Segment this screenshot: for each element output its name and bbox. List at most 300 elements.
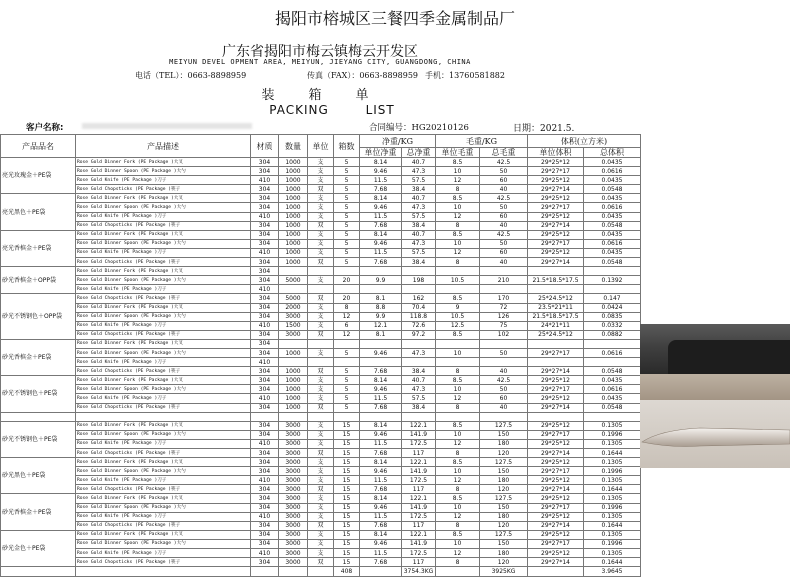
product-description: Rose Gold Dinner Spoon (PE Package )大勺 [76,503,251,512]
table-cell: 410 [251,248,279,257]
product-group-name: 亮光黑色＋PE袋 [1,194,76,230]
table-cell: 29*27*14 [528,485,584,494]
table-cell [279,339,308,348]
table-cell: 172.5 [402,476,436,485]
table-cell: 60 [480,212,528,221]
table-cell: 12.5 [436,321,480,330]
table-cell: 304 [251,503,279,512]
table-cell: 支 [308,312,334,321]
product-description: Rose Gold Chopsticks (PE Package )筷子 [76,403,251,412]
table-cell: 3000 [279,476,308,485]
table-cell: 304 [251,376,279,385]
table-row [1,239,641,248]
table-cell: 3000 [279,521,308,530]
table-cell: 50 [480,348,528,357]
table-cell: 0.0548 [584,367,641,376]
table-cell: 12 [436,394,480,403]
packing-table [0,134,641,577]
table-cell: 29*27*14 [528,521,584,530]
table-cell [308,339,334,348]
table-cell: 127.5 [480,494,528,503]
table-cell: 29*25*12 [528,158,584,167]
table-cell: 3000 [279,494,308,503]
table-cell: 29*25*12 [528,194,584,203]
table-cell [436,267,480,276]
table-cell: 8 [436,185,480,194]
table-cell [584,285,641,294]
company-name: 揭阳市榕城区三餐四季金属制品厂 [274,9,515,28]
table-cell: 12 [436,549,480,558]
table-cell: 3000 [279,421,308,430]
table-row [1,348,641,357]
table-cell: 40 [480,185,528,194]
table-cell: 0.0435 [584,194,641,203]
table-cell: 40 [480,403,528,412]
product-description: Rose Gold Dinner Spoon (PE Package )大勺 [76,239,251,248]
product-description: Rose Gold Chopsticks (PE Package )筷子 [76,485,251,494]
table-cell: 410 [251,212,279,221]
table-cell [480,267,528,276]
table-cell: 0.0435 [584,212,641,221]
table-cell: 29*27*17 [528,385,584,394]
table-cell: 162 [402,294,436,303]
table-row [1,394,641,403]
table-cell: 72 [480,303,528,312]
table-cell: 5 [334,176,360,185]
table-cell: 122.1 [402,530,436,539]
table-cell: 29*27*14 [528,367,584,376]
address-cn: 广东省揭阳市梅云镇梅云开发区 [222,44,418,60]
product-group-name [1,412,76,421]
table-cell: 1500 [279,321,308,330]
table-cell [480,339,528,348]
table-cell: 38.4 [402,258,436,267]
col-gross-total: 总毛重 [480,148,528,158]
table-cell: 29*27*14 [528,449,584,458]
product-description: Rose Gold Dinner Fork (PE Package )大叉 [76,230,251,239]
product-description: Rose Gold Dinner Fork (PE Package )大叉 [76,267,251,276]
table-cell: 双 [308,449,334,458]
product-description: Rose Gold Dinner Spoon (PE Package )大勺 [76,430,251,439]
table-cell: 57.5 [402,248,436,257]
table-cell: 117 [402,558,436,567]
col-cartons: 箱数 [334,135,360,158]
table-cell: 支 [308,530,334,539]
table-cell: 180 [480,439,528,448]
table-cell: 42.5 [480,158,528,167]
table-cell: 120 [480,521,528,530]
product-description: Rose Gold Chopsticks (PE Package )筷子 [76,294,251,303]
table-cell: 双 [308,185,334,194]
table-row [1,176,641,185]
table-cell: 双 [308,558,334,567]
table-cell: 29*25*12 [528,248,584,257]
table-cell: 8.5 [436,194,480,203]
product-description: Rose Gold Chopsticks (PE Package )筷子 [76,449,251,458]
table-row [1,367,641,376]
table-cell: 0.1644 [584,485,641,494]
table-cell: 15 [334,439,360,448]
table-cell: 10 [436,167,480,176]
table-cell: 支 [308,476,334,485]
table-row [1,248,641,257]
table-cell [360,285,402,294]
table-cell: 21.5*18.5*17.5 [528,312,584,321]
table-cell: 3000 [279,449,308,458]
table-cell: 支 [308,203,334,212]
table-cell: 57.5 [402,212,436,221]
table-cell: 8 [436,403,480,412]
table-cell: 8 [436,449,480,458]
table-cell: 支 [308,212,334,221]
table-cell: 5 [334,403,360,412]
table-cell: 双 [308,521,334,530]
table-cell: 0.1305 [584,512,641,521]
table-row [1,294,641,303]
table-cell: 57.5 [402,176,436,185]
table-cell: 9.46 [360,167,402,176]
table-cell: 5000 [279,276,308,285]
table-cell: 60 [480,394,528,403]
table-cell: 7.68 [360,258,402,267]
product-group-name: 砂光不锈钢色＋OPP袋 [1,294,76,339]
col-gross: 毛重/KG [436,135,528,148]
table-cell: 172.5 [402,549,436,558]
table-cell: 9.46 [360,539,402,548]
product-photo-tan [640,374,790,400]
table-cell [436,358,480,367]
table-cell: 支 [308,512,334,521]
table-row [1,403,641,412]
table-cell [584,339,641,348]
product-description: Rose Gold Knife (PE Package )刀子 [76,476,251,485]
table-cell: 1000 [279,348,308,357]
table-cell: 8.5 [436,458,480,467]
table-cell: 304 [251,294,279,303]
table-cell: 57.5 [402,394,436,403]
table-cell: 29*27*17 [528,203,584,212]
table-cell: 1000 [279,376,308,385]
table-cell [528,285,584,294]
table-row [1,467,641,476]
product-photo-knife [640,400,790,468]
table-cell: 8.14 [360,376,402,385]
table-cell: 29*25*12 [528,476,584,485]
table-cell: 304 [251,258,279,267]
fax-number: 传真（FAX）：0663-8898959 [307,71,419,80]
table-cell [436,339,480,348]
table-cell: 支 [308,348,334,357]
table-cell: 0.1305 [584,421,641,430]
table-cell: 8.14 [360,421,402,430]
product-description: Rose Gold Knife (PE Package )刀子 [76,439,251,448]
table-cell: 25*24.5*12 [528,294,584,303]
col-qty: 数量 [279,135,308,158]
table-row [1,258,641,267]
table-cell: 304 [251,267,279,276]
table-cell: 5 [334,394,360,403]
table-cell: 0.0616 [584,239,641,248]
table-cell: 15 [334,558,360,567]
table-row [1,203,641,212]
table-cell [360,412,402,421]
table-row [1,521,641,530]
table-cell: 12 [334,312,360,321]
table-cell: 15 [334,539,360,548]
table-cell: 15 [334,430,360,439]
table-cell: 8.14 [360,158,402,167]
table-cell [308,358,334,367]
table-cell [528,358,584,367]
table-cell: 5 [334,221,360,230]
table-cell: 50 [480,385,528,394]
table-cell: 120 [480,558,528,567]
table-row [1,212,641,221]
table-cell: 102 [480,330,528,339]
table-cell: 304 [251,221,279,230]
table-cell: 11.5 [360,476,402,485]
table-cell: 8.8 [360,303,402,312]
product-group-name: 砂光金色＋PE袋 [1,530,76,566]
table-cell: 5 [334,385,360,394]
table-cell: 0.0424 [584,303,641,312]
table-cell: 40 [480,258,528,267]
product-description: Rose Gold Knife (PE Package )刀子 [76,394,251,403]
table-cell: 11.5 [360,512,402,521]
product-description: Rose Gold Chopsticks (PE Package )筷子 [76,221,251,230]
table-cell: 0.1996 [584,467,641,476]
table-cell: 1000 [279,385,308,394]
table-cell: 7.68 [360,185,402,194]
table-cell: 304 [251,239,279,248]
table-cell: 5000 [279,294,308,303]
table-cell: 141.9 [402,430,436,439]
table-cell: 1000 [279,176,308,185]
table-cell [279,267,308,276]
mobile-number: 手机：13760581882 [425,71,505,80]
table-cell: 304 [251,494,279,503]
product-description: Rose Gold Dinner Spoon (PE Package )大勺 [76,539,251,548]
table-cell: 304 [251,385,279,394]
table-cell: 29*25*12 [528,439,584,448]
table-cell: 0.0548 [584,185,641,194]
address-en: MEIYUN DEVEL OPMENT AREA, MEIYUN, JIEYANG CITY, GUANGDONG, CHINA [169,58,471,66]
table-cell: 127.5 [480,530,528,539]
table-cell: 5 [334,248,360,257]
table-cell: 5 [334,348,360,357]
product-group-name: 砂光不锈钢色＋PE袋 [1,421,76,457]
table-cell: 23.5*21*11 [528,303,584,312]
table-row [1,185,641,194]
product-description: Rose Gold Knife (PE Package )刀子 [76,176,251,185]
product-description: Rose Gold Chopsticks (PE Package )筷子 [76,185,251,194]
table-cell: 0.0882 [584,330,641,339]
table-cell: 410 [251,358,279,367]
table-cell: 15 [334,521,360,530]
table-cell [528,339,584,348]
table-row [1,276,641,285]
table-cell: 29*25*12 [528,212,584,221]
table-cell: 304 [251,530,279,539]
table-cell: 支 [308,176,334,185]
table-cell: 8.1 [360,294,402,303]
product-description: Rose Gold Dinner Spoon (PE Package )大勺 [76,276,251,285]
table-cell: 支 [308,230,334,239]
table-cell: 29*25*12 [528,421,584,430]
table-cell: 304 [251,330,279,339]
table-cell: 60 [480,248,528,257]
table-cell: 304 [251,521,279,530]
table-cell: 0.1305 [584,476,641,485]
product-description: Rose Gold Dinner Spoon (PE Package )大勺 [76,467,251,476]
contract-number: 合同编号：HG20210126 [369,123,469,133]
table-cell: 双 [308,403,334,412]
table-row [1,330,641,339]
table-cell: 12 [436,248,480,257]
product-description: Rose Gold Chopsticks (PE Package )筷子 [76,558,251,567]
product-description: Rose Gold Dinner Fork (PE Package )大叉 [76,494,251,503]
product-group-name: 砂光不锈钢色＋PE袋 [1,376,76,412]
table-cell: 8 [436,485,480,494]
table-cell: 172.5 [402,439,436,448]
table-cell: 29*27*14 [528,258,584,267]
table-cell: 1000 [279,221,308,230]
product-description: Rose Gold Knife (PE Package )刀子 [76,248,251,257]
table-cell: 6 [334,321,360,330]
table-cell: 支 [308,494,334,503]
table-cell: 304 [251,348,279,357]
table-cell: 122.1 [402,494,436,503]
table-cell: 50 [480,239,528,248]
table-cell: 0.0548 [584,258,641,267]
table-cell: 12.1 [360,321,402,330]
table-cell: 3000 [279,330,308,339]
table-cell: 0.0435 [584,176,641,185]
table-row [1,439,641,448]
table-cell: 0.0616 [584,167,641,176]
table-cell: 0.1644 [584,449,641,458]
table-cell [360,267,402,276]
table-cell [402,358,436,367]
table-row [1,494,641,503]
table-cell: 10 [436,503,480,512]
table-cell: 0.1305 [584,439,641,448]
table-cell: 8.5 [436,421,480,430]
table-cell: 3000 [279,558,308,567]
product-description [76,412,251,421]
table-cell: 9.46 [360,385,402,394]
table-cell: 0.0616 [584,348,641,357]
table-cell: 8.5 [436,494,480,503]
table-cell: 8.5 [436,376,480,385]
table-cell: 15 [334,421,360,430]
table-cell: 5 [334,367,360,376]
table-cell: 支 [308,385,334,394]
table-cell: 5 [334,376,360,385]
table-cell: 0.0616 [584,203,641,212]
table-cell: 29*25*12 [528,230,584,239]
table-cell: 10 [436,430,480,439]
table-cell: 7.68 [360,485,402,494]
table-cell: 8.5 [436,158,480,167]
product-description: Rose Gold Dinner Spoon (PE Package )大勺 [76,312,251,321]
product-description: Rose Gold Knife (PE Package )刀子 [76,512,251,521]
table-cell: 支 [308,376,334,385]
table-cell [480,285,528,294]
table-cell: 5 [334,212,360,221]
table-cell: 双 [308,221,334,230]
table-row [1,539,641,548]
table-cell: 29*25*12 [528,549,584,558]
table-row [1,267,641,276]
table-row [1,412,641,421]
col-desc: 产品描述 [76,135,251,158]
table-cell: 7.68 [360,521,402,530]
table-cell: 8 [436,221,480,230]
table-cell: 410 [251,512,279,521]
table-cell [360,339,402,348]
table-cell: 117 [402,521,436,530]
table-cell: 410 [251,285,279,294]
table-cell: 7.68 [360,449,402,458]
table-cell: 47.3 [402,203,436,212]
table-cell: 42.5 [480,376,528,385]
table-cell: 3000 [279,539,308,548]
table-cell: 47.3 [402,385,436,394]
table-cell: 支 [308,467,334,476]
table-cell: 8.14 [360,530,402,539]
table-cell: 24*21*11 [528,321,584,330]
table-cell: 8.14 [360,494,402,503]
table-cell: 0.0435 [584,376,641,385]
table-row [1,530,641,539]
table-cell: 支 [308,248,334,257]
table-cell: 双 [308,258,334,267]
table-cell: 10 [436,203,480,212]
table-cell: 97.2 [402,330,436,339]
table-cell: 0.1996 [584,503,641,512]
table-cell: 70.4 [402,303,436,312]
table-row [1,449,641,458]
table-cell: 172.5 [402,512,436,521]
table-cell: 支 [308,194,334,203]
table-cell: 29*27*17 [528,467,584,476]
table-cell: 1000 [279,212,308,221]
table-cell: 8.1 [360,330,402,339]
table-cell: 126 [480,312,528,321]
table-cell: 141.9 [402,539,436,548]
table-cell: 410 [251,439,279,448]
table-cell: 210 [480,276,528,285]
product-group-name: 亮光玫瑰金＋PE袋 [1,158,76,194]
table-row [1,167,641,176]
table-cell: 304 [251,367,279,376]
table-cell: 29*27*17 [528,239,584,248]
table-cell: 50 [480,167,528,176]
table-row [1,485,641,494]
product-description: Rose Gold Dinner Fork (PE Package )大叉 [76,376,251,385]
table-cell: 304 [251,558,279,567]
table-row [1,194,641,203]
table-cell: 0.147 [584,294,641,303]
table-cell: 0.1305 [584,458,641,467]
table-cell: 5 [334,203,360,212]
table-cell: 15 [334,449,360,458]
table-cell: 5 [334,194,360,203]
table-cell: 支 [308,539,334,548]
packing-table-body [1,158,641,567]
table-cell: 0.1996 [584,430,641,439]
